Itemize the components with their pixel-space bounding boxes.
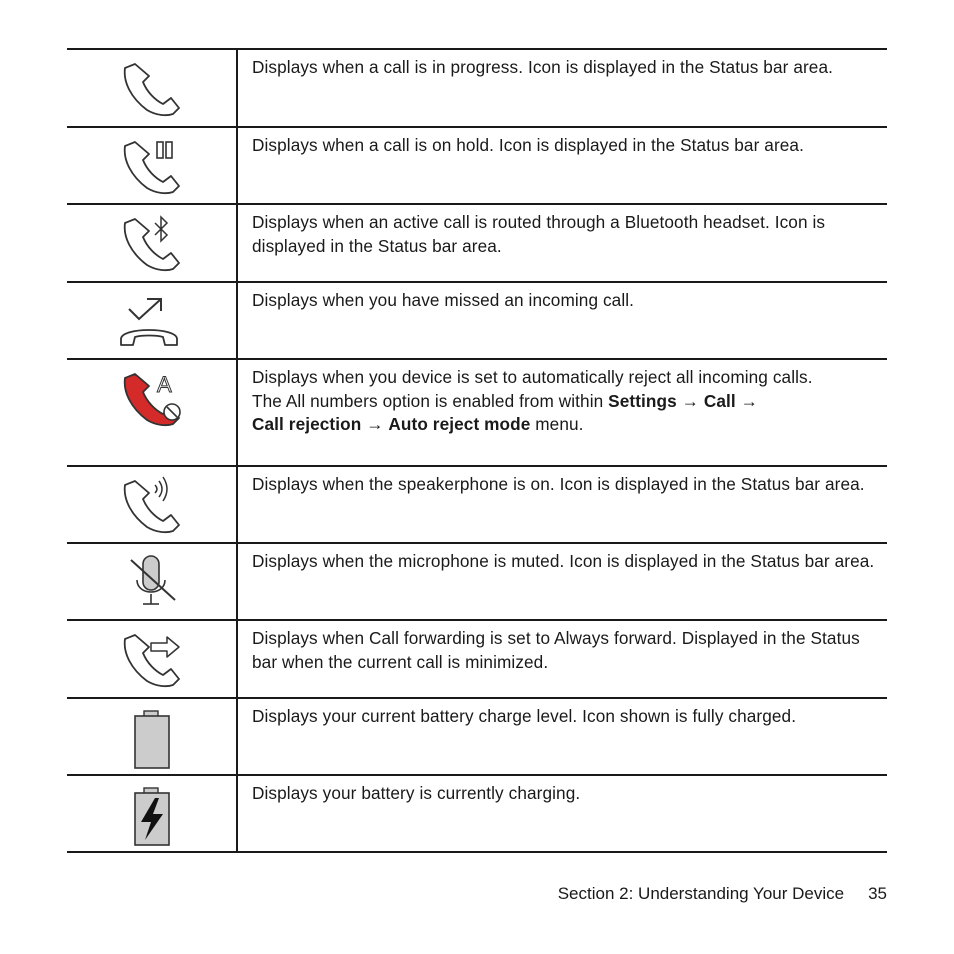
table-row [67,542,887,619]
row-description: Displays when an active call is routed through a Bluetooth headset. Icon is displayed in the Status bar area. [252,212,826,256]
row-description: Displays when the speakerphone is on. Icon is displayed in the Status bar area. [252,474,865,494]
mute-microphone-icon [117,552,187,614]
page-footer [558,884,887,904]
call-forwarding-icon [117,629,187,691]
menu-arrow: → [361,414,389,434]
row-description-line1: Displays when you device is set to automatically reject all incoming calls. [252,367,813,387]
table-row [67,281,887,358]
row-description: Displays your current battery charge level. Icon shown is fully charged. [252,706,797,726]
menu-path-call-rejection: Call rejection [252,414,362,434]
menu-arrow: → [676,390,704,411]
row-description [238,360,887,465]
bluetooth-call-icon [117,213,187,275]
table-row [67,48,887,126]
table-row [67,465,887,542]
call-on-hold-icon [117,136,187,198]
table-row [67,774,887,853]
row-description: Displays when a call is on hold. Icon is displayed in the Status bar area. [252,135,804,155]
icon-cell [67,283,238,358]
row-description: Displays when the microphone is muted. Icon is displayed in the Status bar area. [252,551,875,571]
table-row [67,697,887,774]
missed-call-icon [117,291,187,353]
menu-arrow: → [735,390,758,411]
icon-cell [67,205,238,281]
page-number: 35 [868,884,887,903]
table-row [67,358,887,465]
icon-table [67,48,887,853]
icon-cell [67,621,238,697]
icon-cell [67,360,238,465]
row-description: Displays when you have missed an incoming call. [252,290,635,310]
row-description: Displays when a call is in progress. Icon is displayed in the Status bar area. [252,57,834,77]
icon-cell [67,128,238,203]
section-title: Section 2: Understanding Your Device [557,884,845,903]
auto-reject-icon [117,368,187,430]
row-description: Displays when Call forwarding is set to Always forward. Displayed in the Status bar when the current call is minimized. [252,628,860,672]
icon-cell [67,776,238,851]
table-row [67,619,887,697]
row-description: Displays your battery is currently charging. [252,783,581,803]
menu-path-auto-reject-mode: Auto reject mode [388,414,531,434]
table-row [67,203,887,281]
row-description-line2: The All numbers option is enabled from within [252,390,609,411]
menu-path-settings: Settings [608,390,677,411]
menu-path-call: Call [703,390,736,411]
svg-text:A: A [157,372,172,397]
icon-cell [67,699,238,774]
speakerphone-icon [117,475,187,537]
call-in-progress-icon [117,58,187,120]
icon-cell [67,544,238,619]
menu-tail: menu. [530,414,584,434]
icon-cell [67,50,238,126]
battery-full-icon [117,707,187,769]
icon-cell [67,467,238,542]
battery-charging-icon [117,784,187,846]
table-row [67,126,887,203]
